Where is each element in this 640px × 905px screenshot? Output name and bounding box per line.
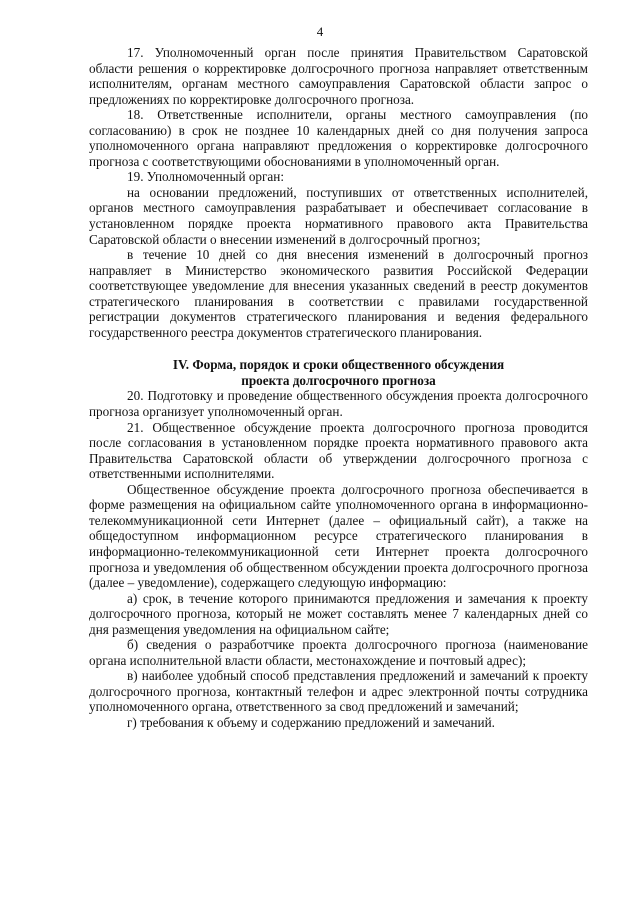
paragraph-17: 17. Уполномоченный орган после принятия Правительством Саратовской области решения о корректировке долгосрочного прогноза направляет ответственным исполнителям, органам местного самоуправления Саратовской области запрос о предложениях по корректировке долгосрочного прогноза. — [89, 45, 588, 107]
paragraph-19: 19. Уполномоченный орган: — [127, 169, 284, 185]
paragraph-21: 21. Общественное обсуждение проекта долгосрочного прогноза проводится после согласования в установленном порядке проекта нормативного правового акта Правительства Саратовской области об утверждении долгосрочного прогноза с ответственными исполнителями. — [89, 419, 588, 482]
paragraph-19-item-1: на основании предложений, поступивших от ответственных исполнителей, органов местного самоуправления разрабатывает и обеспечивает согласование в установленном порядке проекта нормативного правового акта Правительства Саратовской области о внесении изменений в долгосрочный прогноз; — [89, 184, 588, 247]
section-heading-line1: IV. Форма, порядок и сроки общественного обсуждения — [172, 357, 505, 373]
list-item-v: в) наиболее удобный способ представления предложений и замечаний к проекту долгосрочного прогноза, контактный телефон и адрес электронной почты сотрудника уполномоченного органа, ответственного за свод предложений и замечаний; — [89, 668, 588, 715]
section-heading — [89, 357, 588, 388]
list-item-g: г) требования к объему и содержанию предложений и замечаний. — [127, 714, 495, 730]
paragraph-20: 20. Подготовку и проведение общественного обсуждения проекта долгосрочного прогноза организует уполномоченный орган. — [89, 388, 588, 420]
paragraph-19-item-2: в течение 10 дней со дня внесения изменений в долгосрочный прогноз направляет в Министерство экономического развития Российской Федерации соответствующее уведомление для внесения указанных сведений в реестр документов стратегического планирования в соответствии с правилами государственной регистрации документов стратегического планирования и ведения федерального государственного реестра документов стратегического планирования. — [89, 247, 588, 340]
page-number: 4 — [316, 24, 324, 39]
paragraph-18: 18. Ответственные исполнители, органы местного самоуправления (по согласованию) в срок не позднее 10 календарных дней со дня получения запроса уполномоченного органа направляют предложения о корректировке долгосрочного прогноза с соответствующими обоснованиями в уполномоченный орган. — [89, 107, 588, 169]
section-heading-line2: проекта долгосрочного прогноза — [241, 372, 436, 388]
list-item-a: а) срок, в течение которого принимаются предложения и замечания к проекту долгосрочного прогноза, который не может составлять менее 7 календарных дней со дня размещения уведомления на официальном сайте; — [89, 590, 588, 637]
list-item-b: б) сведения о разработчике проекта долгосрочного прогноза (наименование органа исполнительной власти области, местонахождение и почтовый адрес); — [89, 637, 588, 668]
document-body — [89, 45, 588, 731]
paragraph-21-form: Общественное обсуждение проекта долгосрочного прогноза обеспечивается в форме размещения на официальном сайте уполномоченного органа в информационно-телекоммуникационной сети Интернет (далее – официальный сайт), а также на общедоступном информационном ресурсе стратегического планирования в информационно-телекоммуникационной сети Интернет проекта долгосрочного прогноза и уведомления об общественном обсуждении проекта долгосрочного прогноза (далее – уведомление), содержащего следующую информацию: — [89, 481, 588, 591]
